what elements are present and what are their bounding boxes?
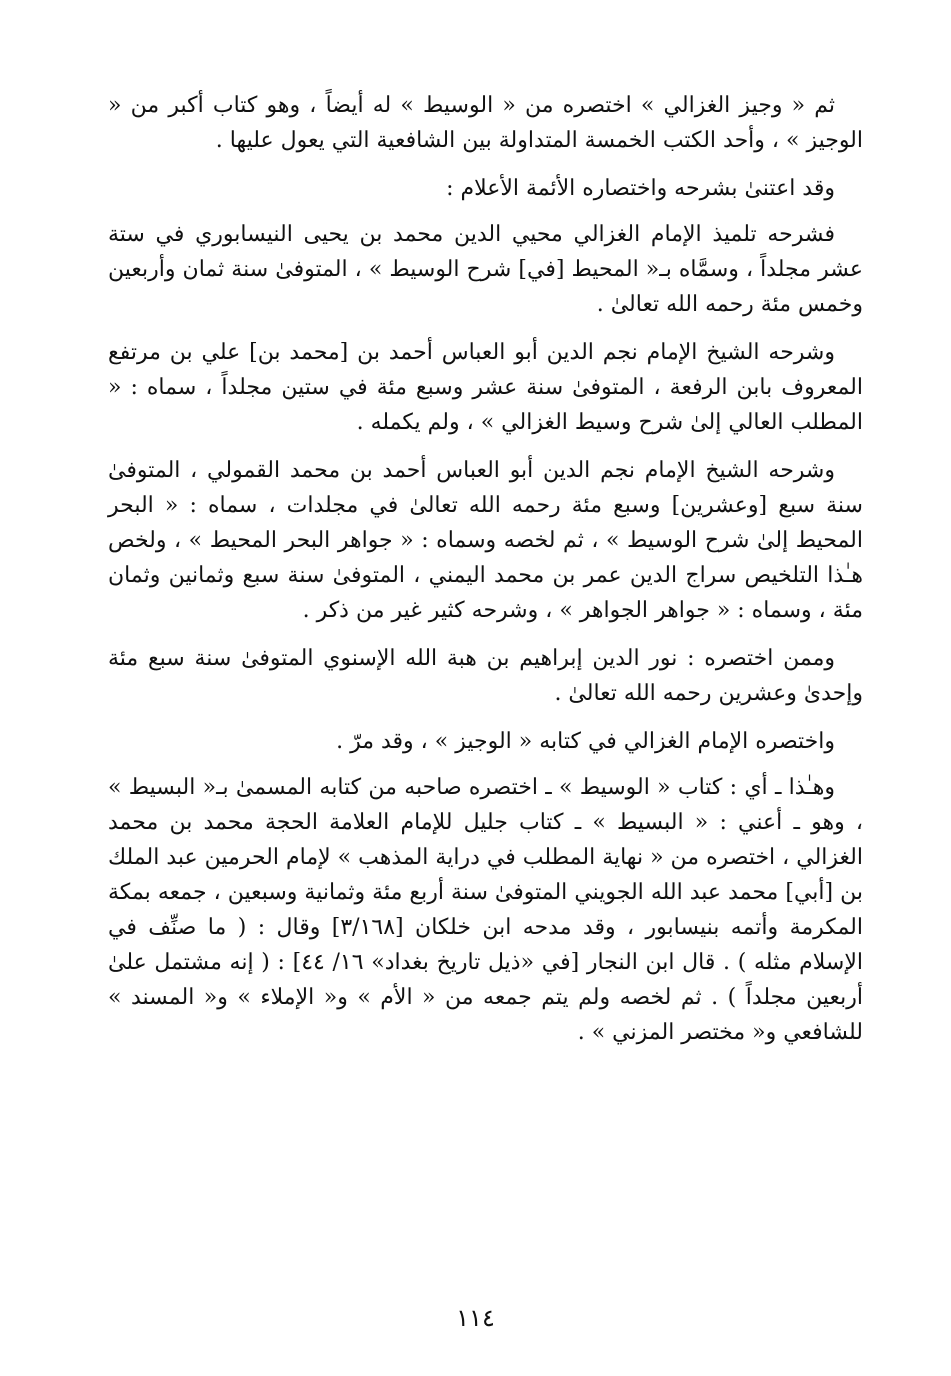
- page-number: ١١٤: [456, 1304, 495, 1332]
- paragraph-qamuli-commentary: وشرحه الشيخ الإمام نجم الدين أبو العباس أحمد بن محمد القمولي ، المتوفىٰ سنة سبع [وعشرين] وسبع مئة رحمه الله تعالىٰ في مجلدات ، سماه : « البحر المحيط إلىٰ شرح الوسيط » ، ثم لخصه وسماه : « جواهر البحر المحيط » ، ولخص هـٰذا التلخيص سراج الدين عمر بن محمد اليمني ، المتوفىٰ سنة سبع وثمانين وثمان مئة ، وسماه : « جواهر الجواهر » ، وشرحه كثير غير من ذكر .: [108, 458, 863, 623]
- paragraph-wajiz-intro: ثم « وجيز الغزالي » اختصره من « الوسيط » له أيضاً ، وهو كتاب أكبر من « الوجيز » ، وأحد الكتب الخمسة المتداولة بين الشافعية التي يعول عليها .: [108, 93, 863, 153]
- paragraph-isnawi-abridgement: وممن اختصره : نور الدين إبراهيم بن هبة الله الإسنوي المتوفىٰ سنة سبع مئة وإحدىٰ وعشرين رحمه الله تعالىٰ .: [108, 646, 863, 706]
- paragraph-imams-attention: وقد اعتنىٰ بشرحه واختصاره الأئمة الأعلام :: [446, 176, 835, 201]
- paragraph-ibn-rifa-commentary: وشرحه الشيخ الإمام نجم الدين أبو العباس أحمد بن [محمد بن] علي بن مرتفع المعروف بابن الرفعة ، المتوفىٰ سنة عشر وسبع مئة في ستين مجلداً ، سماه : « المطلب العالي إلىٰ شرح وسيط الغزالي » ، ولم يكمله .: [108, 340, 863, 435]
- paragraph-ghazali-wajiz: واختصره الإمام الغزالي في كتابه « الوجيز » ، وقد مرّ .: [336, 729, 835, 754]
- paragraph-basit-origin: وهـٰذا ـ أي : كتاب « الوسيط » ـ اختصره صاحبه من كتابه المسمىٰ بـ« البسيط » ، وهو ـ أعني : « البسيط » ـ كتاب جليل للإمام العلامة الحجة محمد بن محمد الغزالي ، اختصره من « نهاية المطلب في دراية المذهب » لإمام الحرمين عبد الملك بن [أبي] محمد عبد الله الجويني المتوفىٰ سنة أربع مئة وثمانية وسبعين ، جمعه بمكة المكرمة وأتمه بنيسابور ، وقد مدحه ابن خلكان [٣/١٦٨] وقال : ( ما صنِّف في الإسلام مثله ) . قال ابن النجار [في «ذيل تاريخ بغداد» ١٦/ ٤٤] : ( إنه مشتمل علىٰ أربعين مجلداً ) . ثم لخصه ولم يتم جمعه من « الأم » و« الإملاء » و« المسند » للشافعي و« مختصر المزني » .: [108, 775, 864, 1045]
- body-text: [108, 88, 863, 1063]
- paragraph-nisaburi-commentary: فشرحه تلميذ الإمام الغزالي محيي الدين محمد بن يحيى النيسابوري في ستة عشر مجلداً ، وسمَّاه بـ« المحيط [في] شرح الوسيط » ، المتوفىٰ سنة ثمان وأربعين وخمس مئة رحمه الله تعالىٰ .: [108, 222, 863, 317]
